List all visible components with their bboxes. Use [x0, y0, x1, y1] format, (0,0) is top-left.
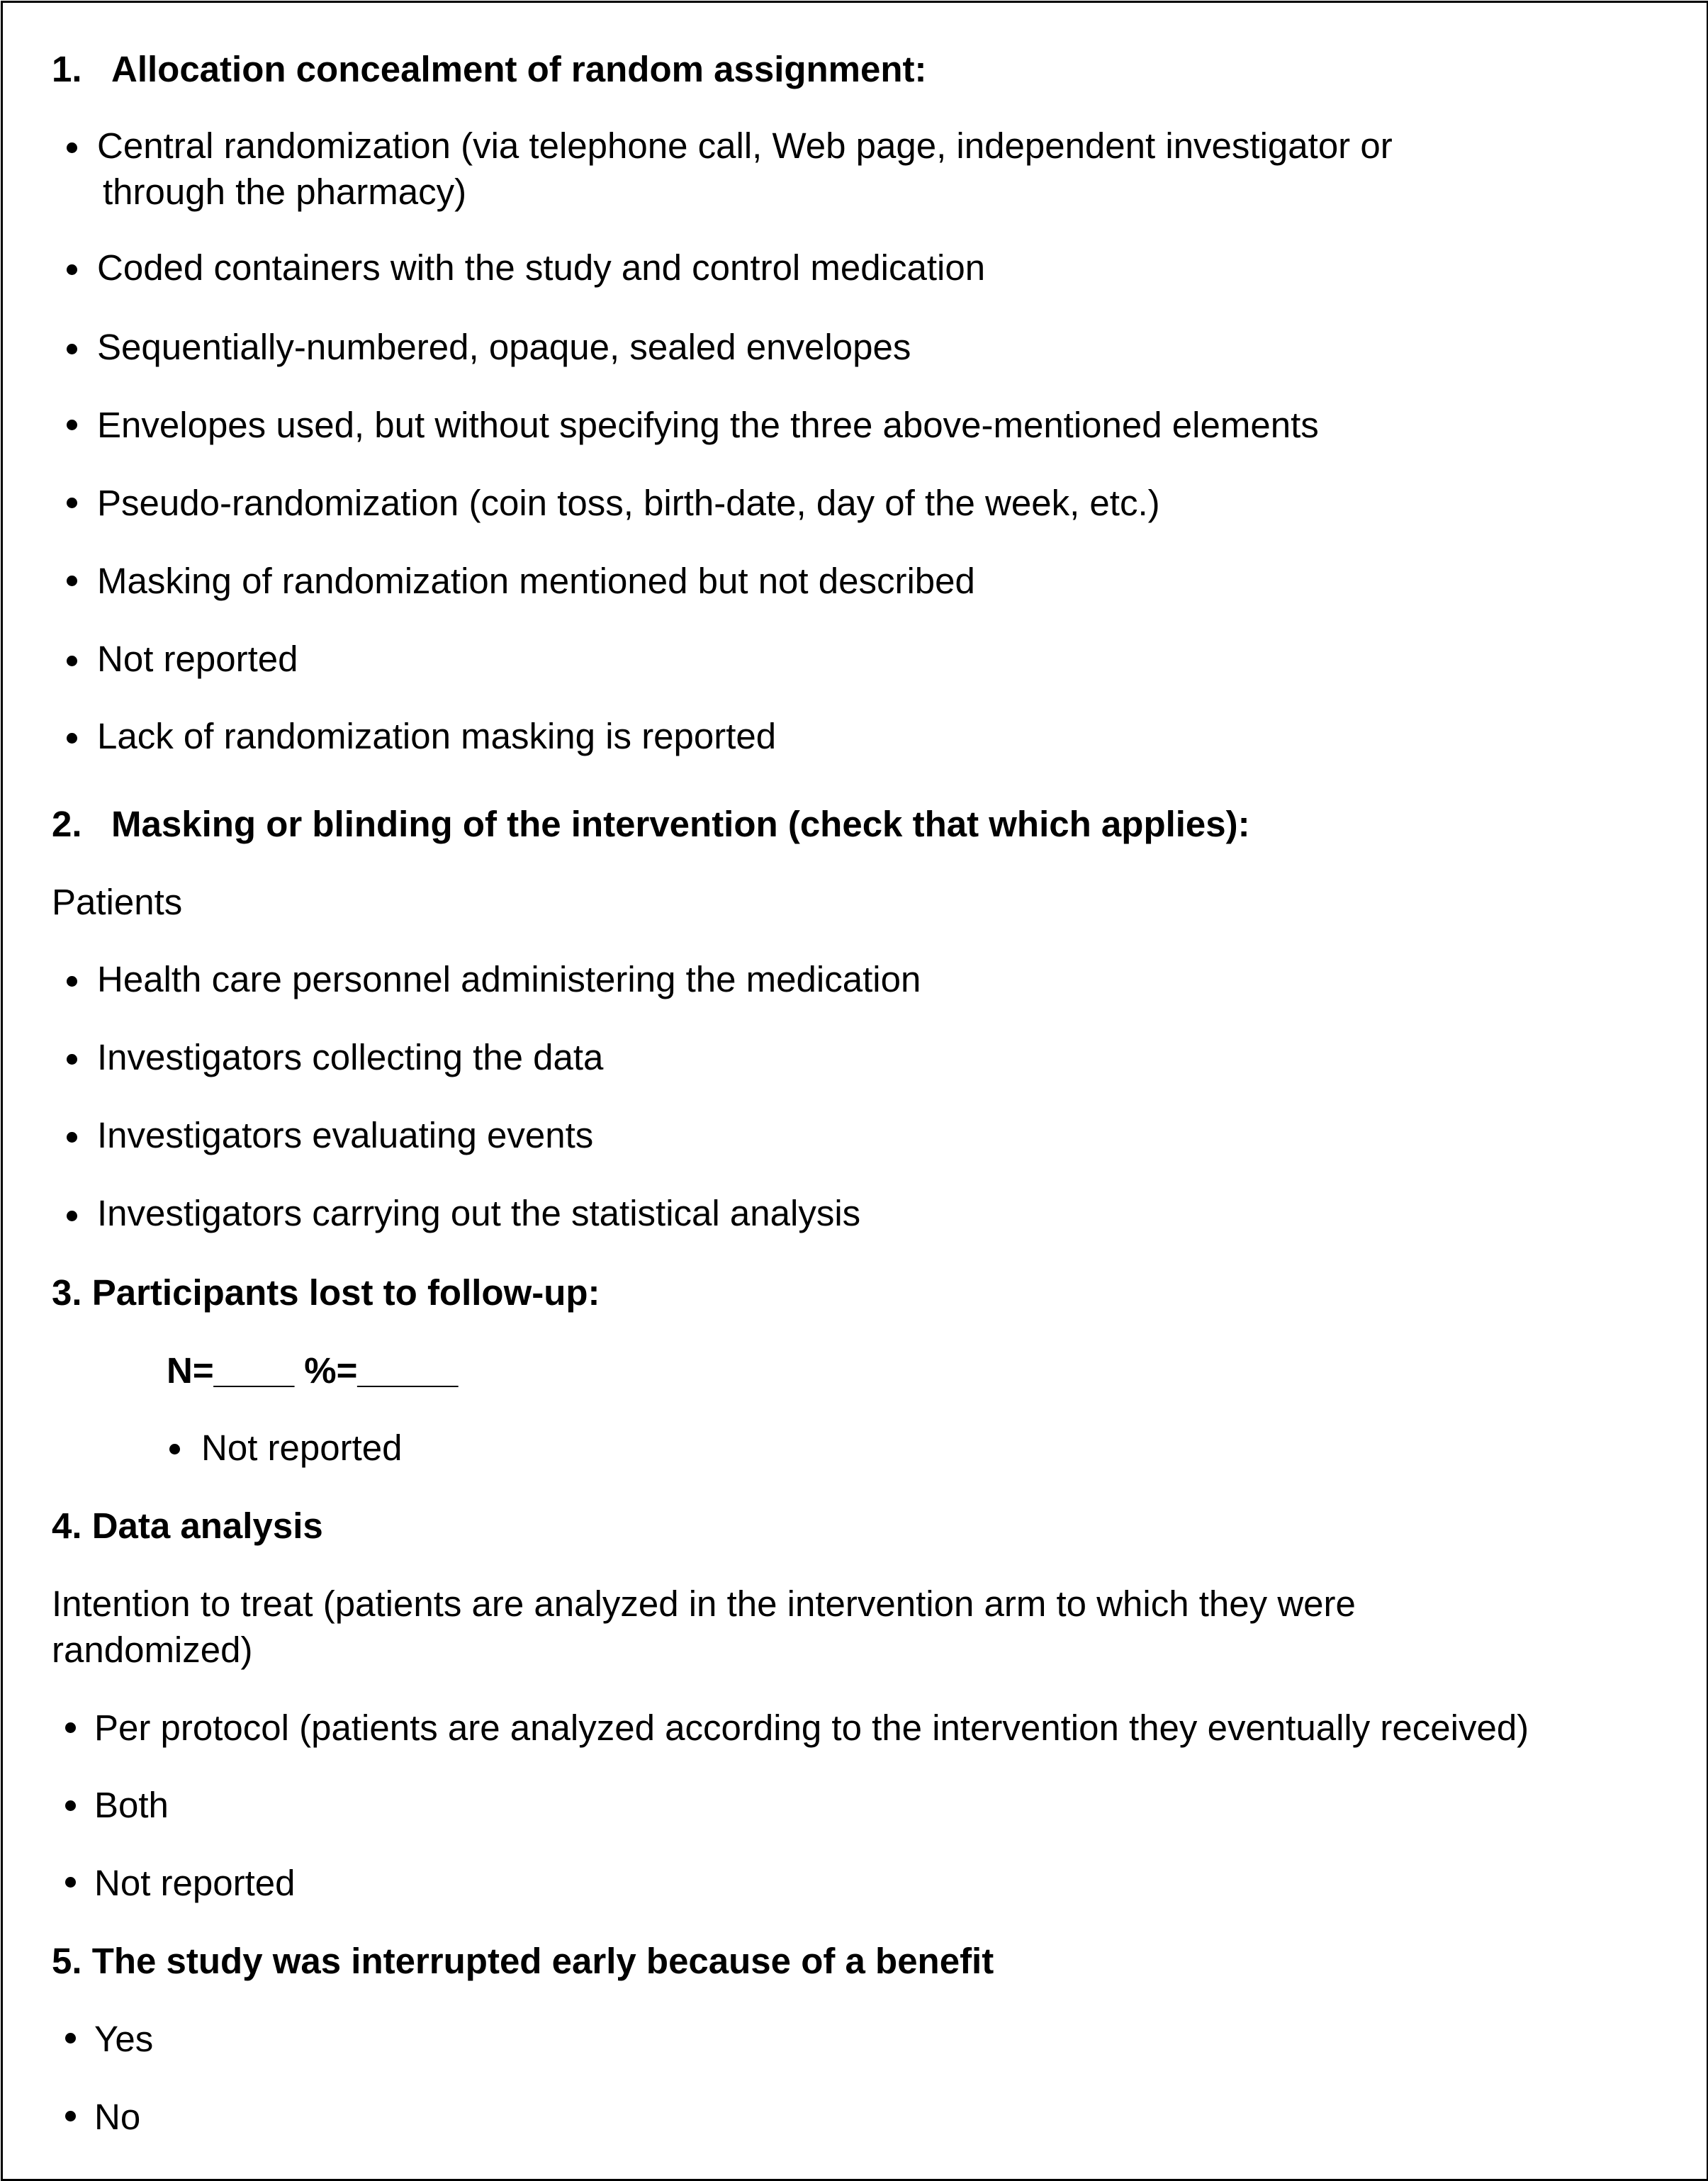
list-item: Not reported	[201, 1428, 403, 1468]
list-item: Not reported	[97, 639, 298, 679]
bullet-icon	[65, 1800, 76, 1811]
list-item: Yes	[94, 2019, 154, 2059]
bullet-icon	[67, 576, 77, 586]
section-number: 2.	[52, 804, 82, 844]
section-number: 1.	[52, 49, 82, 89]
list-item: Envelopes used, but without specifying the three above-mentioned elements	[97, 405, 1319, 445]
plain-text: Intention to treat (patients are analyzed in the intervention arm to which they were	[52, 1583, 1356, 1624]
bullet-icon	[67, 1132, 77, 1143]
section-5-heading: 5. The study was interrupted early because of a benefit	[52, 1941, 994, 1981]
bullet-icon	[65, 1877, 76, 1888]
section-4-heading: 4. Data analysis	[52, 1506, 323, 1546]
list-item: Per protocol (patients are analyzed according to the intervention they eventually received)	[94, 1708, 1529, 1748]
bullet-icon	[67, 1211, 77, 1221]
list-item: Masking of randomization mentioned but not described	[97, 561, 975, 601]
bullet-icon	[67, 264, 77, 275]
list-item: Not reported	[94, 1863, 296, 1903]
bullet-icon	[67, 498, 77, 508]
bullet-icon	[169, 1444, 180, 1454]
list-item-continuation: through the pharmacy)	[103, 172, 467, 212]
plain-text: Patients	[52, 882, 183, 922]
bullet-icon	[67, 142, 77, 153]
list-item: Pseudo-randomization (coin toss, birth-date, day of the week, etc.)	[97, 483, 1160, 523]
bullet-icon	[65, 2033, 76, 2043]
list-item: Health care personnel administering the medication	[97, 959, 921, 999]
list-item: No	[94, 2097, 141, 2137]
list-item: Both	[94, 1785, 169, 1825]
bullet-icon	[65, 1722, 76, 1733]
bullet-icon	[67, 420, 77, 430]
bullet-icon	[67, 976, 77, 987]
list-item: Investigators collecting the data	[97, 1037, 604, 1077]
section-3-heading: 3. Participants lost to follow-up:	[52, 1272, 600, 1313]
list-item: Central randomization (via telephone call, Web page, independent investigator or	[97, 125, 1393, 166]
bullet-icon	[67, 344, 77, 354]
bullet-icon	[67, 656, 77, 666]
list-item: Sequentially-numbered, opaque, sealed envelopes	[97, 327, 911, 367]
bullet-icon	[65, 2111, 76, 2121]
bullet-icon	[67, 733, 77, 744]
list-item: Investigators carrying out the statistical analysis	[97, 1193, 861, 1233]
lost-to-followup-fill-line: N=____ %=_____	[167, 1350, 459, 1391]
section-title: Masking or blinding of the intervention (check that which applies):	[111, 804, 1250, 844]
section-title: Allocation concealment of random assignment:	[111, 49, 927, 89]
list-item: Lack of randomization masking is reported	[97, 716, 777, 756]
list-item: Investigators evaluating events	[97, 1115, 594, 1155]
bullet-icon	[67, 1054, 77, 1065]
plain-text-continuation: randomized)	[52, 1630, 253, 1670]
list-item: Coded containers with the study and control medication	[97, 247, 986, 288]
